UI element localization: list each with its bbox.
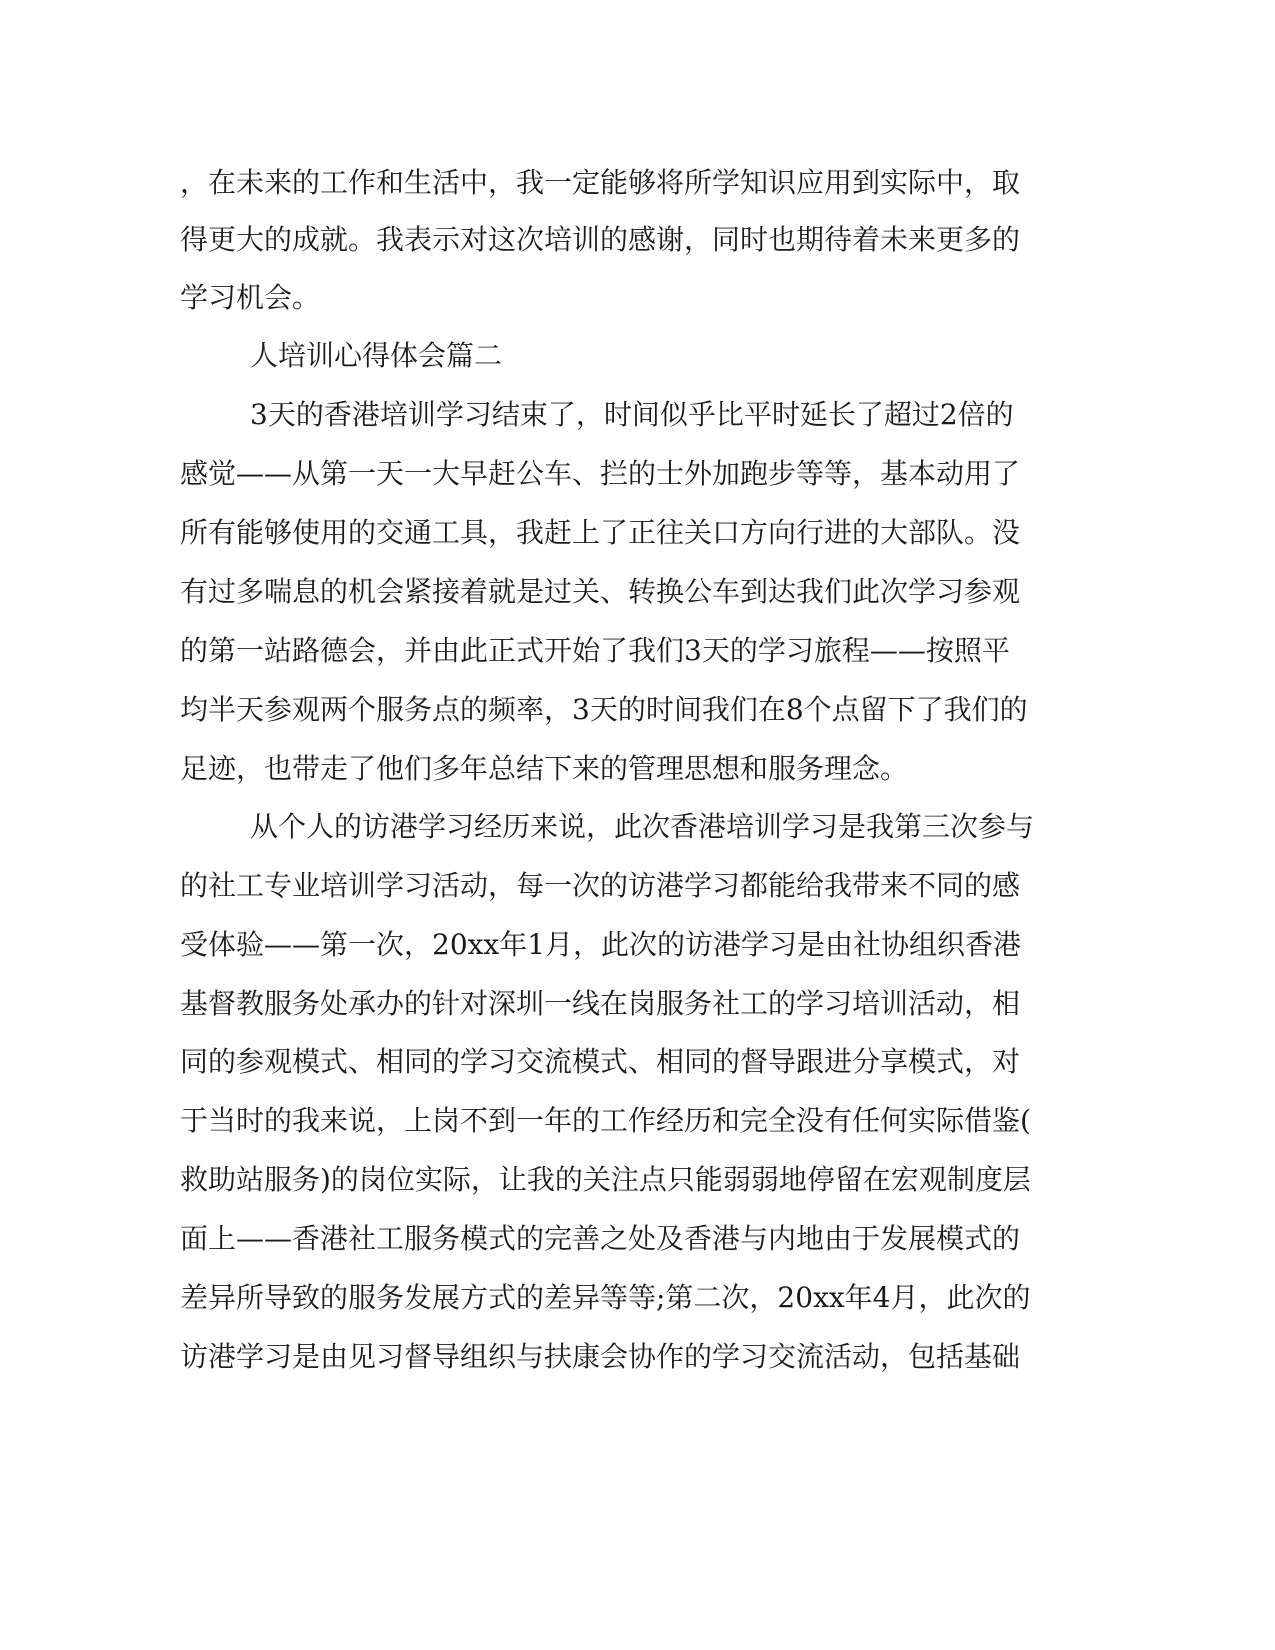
text-line: 基督教服务处承办的针对深圳一线在岗服务社工的学习培训活动，相 — [180, 987, 1021, 1020]
text-line: 足迹，也带走了他们多年总结下来的管理思想和服务理念。 — [180, 752, 909, 785]
text-line: 所有能够使用的交通工具，我赶上了正往关口方向行进的大部队。没 — [180, 516, 1021, 549]
text-line: 的第一站路德会，并由此正式开始了我们3天的学习旅程——按照平 — [180, 634, 1010, 667]
text-line: ，在未来的工作和生活中，我一定能够将所学知识应用到实际中，取 — [180, 166, 1021, 199]
text-line: 从个人的访港学习经历来说，此次香港培训学习是我第三次参与 — [250, 810, 1035, 843]
text-line: 3天的香港培训学习结束了，时间似乎比平时延长了超过2倍的 — [250, 398, 1014, 431]
text-line: 访港学习是由见习督导组织与扶康会协作的学习交流活动，包括基础 — [180, 1340, 1021, 1373]
text-line: 差异所导致的服务发展方式的差异等等;第二次，20xx年4月，此次的 — [180, 1281, 1031, 1314]
section-heading: 人培训心得体会篇二 — [250, 339, 503, 372]
text-line: 的社工专业培训学习活动，每一次的访港学习都能给我带来不同的感 — [180, 869, 1021, 902]
text-line: 同的参观模式、相同的学习交流模式、相同的督导跟进分享模式，对 — [180, 1045, 1021, 1078]
text-line: 有过多喘息的机会紧接着就是过关、转换公车到达我们此次学习参观 — [180, 575, 1021, 608]
text-line: 学习机会。 — [180, 281, 321, 314]
text-line: 于当时的我来说，上岗不到一年的工作经历和完全没有任何实际借鉴( — [180, 1104, 1031, 1137]
text-line: 得更大的成就。我表示对这次培训的感谢，同时也期待着未来更多的 — [180, 223, 1021, 256]
text-line: 均半天参观两个服务点的频率，3天的时间我们在8个点留下了我们的 — [180, 693, 1028, 726]
text-line: 救助站服务)的岗位实际，让我的关注点只能弱弱地停留在宏观制度层 — [180, 1163, 1031, 1196]
text-line: 面上——香港社工服务模式的完善之处及香港与内地由于发展模式的 — [180, 1222, 1021, 1255]
text-line: 感觉——从第一天一大早赶公车、拦的士外加跑步等等，基本动用了 — [180, 457, 1021, 490]
text-line: 受体验——第一次，20xx年1月，此次的访港学习是由社协组织香港 — [180, 928, 1022, 961]
